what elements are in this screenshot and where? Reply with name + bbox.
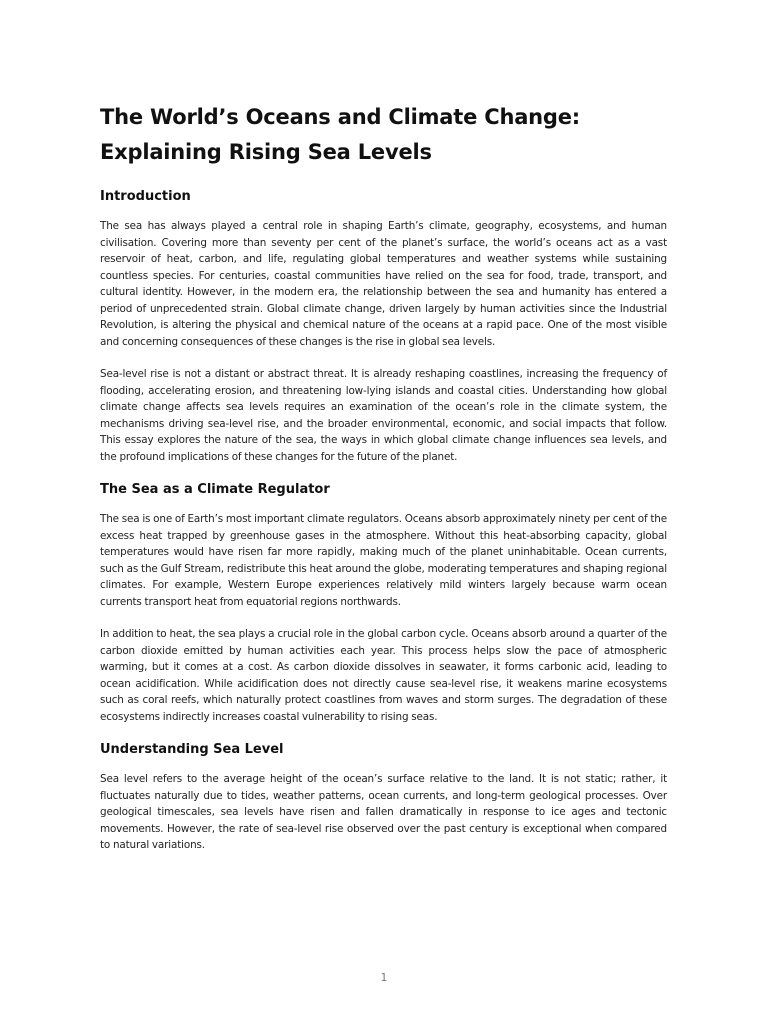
paragraph: In addition to heat, the sea plays a crucial role in the global carbon cycle. Oceans absorb around a quarter of the carbon dioxide emitted by human activities each year. This process helps slow the pace of atmospheric warming, but it comes at a cost. As carbon dioxide dissolves in seawater, it forms carbonic acid, leading to ocean acidification. While acidification does not directly cause sea-level rise, it weakens marine ecosystems such as coral reefs, which naturally protect coastlines from waves and storm surges. The degradation of these ecosystems indirectly increases coastal vulnerability to rising seas. [100,628,667,723]
section-climate-regulator [100,481,667,725]
paragraph: The sea is one of Earth’s most important climate regulators. Oceans absorb approximately ninety per cent of the excess heat trapped by greenhouse gases in the atmosphere. Without this heat-absorbing capacity, global temperatures would have risen far more rapidly, making much of the planet uninhabitable. Ocean currents, such as the Gulf Stream, redistribute this heat around the globe, moderating temperatures and shaping regional climates. For example, Western Europe experiences relatively mild winters largely because warm ocean currents transport heat from equatorial regions northwards. [100,513,667,608]
page-number: 1 [380,972,388,984]
title-line-2: Explaining Rising Sea Levels [100,140,432,164]
section-introduction [100,188,667,465]
paragraph: The sea has always played a central role in shaping Earth’s climate, geography, ecosystems, and human civilisation. Covering more than seventy per cent of the planet’s surface, the world’s oceans act as a vast reservoir of heat, carbon, and life, regulating global temperatures and weather systems while sustaining countless species. For centuries, coastal communities have relied on the sea for food, trade, transport, and cultural identity. However, in the modern era, the relationship between the sea and humanity has entered a period of unprecedented strain. Global climate change, driven largely by human activities since the Industrial Revolution, is altering the physical and chemical nature of the oceans at a rapid pace. One of the most visible and concerning consequences of these changes is the rise in global sea levels. [100,220,667,348]
document-page [100,100,667,870]
section-understanding-sea-level [100,741,667,854]
paragraph: Sea level refers to the average height of the ocean’s surface relative to the land. It is not static; rather, it fluctuates naturally due to tides, weather patterns, ocean currents, and long-term geological processes. Over geological timescales, sea levels have risen and fallen dramatically in response to ice ages and tectonic movements. However, the rate of sea-level rise observed over the past century is exceptional when compared to natural variations. [100,773,667,851]
document-title [100,100,667,170]
paragraph: Sea-level rise is not a distant or abstract threat. It is already reshaping coastlines, increasing the frequency of flooding, accelerating erosion, and threatening low-lying islands and coastal cities. Understanding how global climate change affects sea levels requires an examination of the ocean’s role in the climate system, the mechanisms driving sea-level rise, and the broader environmental, economic, and social impacts that follow. This essay explores the nature of the sea, the ways in which global climate change influences sea levels, and the profound implications of these changes for the future of the planet. [100,368,667,463]
section-heading: The Sea as a Climate Regulator [100,482,330,497]
section-heading: Understanding Sea Level [100,742,284,757]
title-line-1: The World’s Oceans and Climate Change: [100,105,580,129]
section-heading: Introduction [100,189,191,204]
